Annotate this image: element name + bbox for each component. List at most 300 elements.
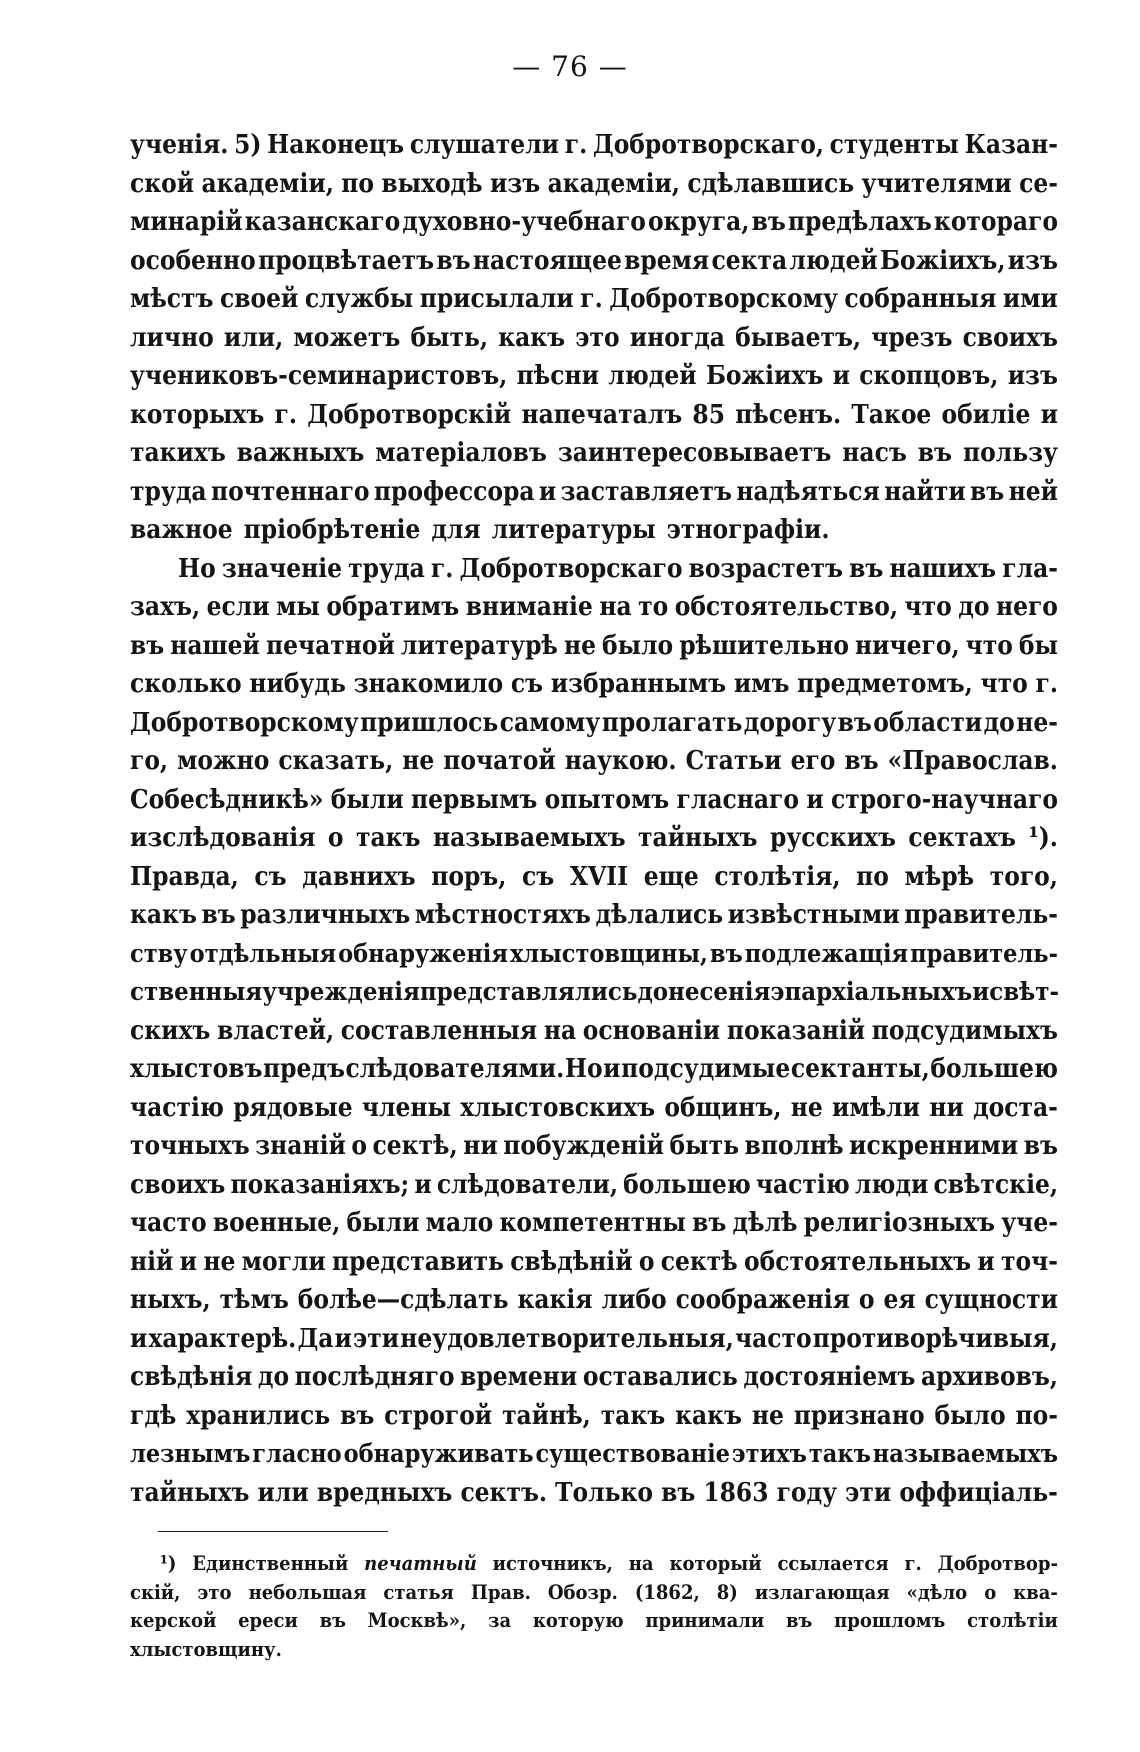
word: правитель- [904,900,1058,930]
word: труда [348,553,425,584]
word: казанскаго [244,207,401,237]
text-line [130,704,1058,743]
word: характерѣ. [148,1323,297,1354]
word: скопцовъ, [859,361,999,391]
word: были [330,784,404,815]
text-line [130,550,1058,589]
word: или [257,1477,309,1508]
word: Только [555,1477,654,1508]
word: тайныхъ [130,1477,250,1508]
word: не [751,1400,784,1431]
word: и [1040,399,1058,430]
word: 1863 [703,1477,769,1508]
word: мѣрѣ [904,861,975,892]
word: подлежащія [744,938,909,968]
word: до [958,592,990,622]
word: члены [361,1092,451,1123]
word: Такое [851,399,932,430]
footnote-line [130,1549,1058,1578]
word: и [538,476,557,507]
word: строгой [384,1400,493,1431]
word: Единственный [192,1551,349,1575]
word: религіозныхъ [803,1208,995,1238]
word: пролагать [601,707,743,738]
text-line [130,858,1058,897]
word: въ [917,438,952,468]
word: подсудимыхъ [871,1015,1058,1046]
word: не [203,1246,236,1277]
word: что [980,669,1028,699]
word: сектѣ, [372,1131,458,1161]
word: мѣстностяхъ [414,900,591,930]
word: изъ [1007,245,1058,276]
word: свѣдѣній [510,1246,633,1277]
word: это [575,322,620,353]
word: часто [734,1323,812,1354]
word: быть [669,1131,739,1161]
word: Да [297,1323,334,1354]
word: въ [751,207,786,237]
text-line [130,1089,1058,1128]
word: изслѣдованія [130,823,316,853]
text-line [130,165,1058,204]
word: сектѣ [660,1246,738,1277]
word: болѣе—сдѣлать [297,1285,509,1315]
word: и [603,1054,621,1084]
word: вредныхъ [316,1477,453,1508]
word: значеніе [221,553,342,584]
word: процвѣтаетъ [258,245,435,276]
word: минарій [130,207,243,237]
word: и [414,1169,432,1200]
word: что [904,592,952,622]
word: вниманіе [465,592,593,622]
word: людей [608,361,697,391]
word: ея [883,1285,916,1315]
word: отдѣльныя [189,938,337,968]
word: въ [692,1208,727,1238]
word: дѣлались [595,900,724,930]
footnote [130,1549,1058,1663]
word: военные, [212,1208,341,1238]
word: не [402,746,435,776]
word: пріобрѣтеніе [243,515,421,545]
text-line [130,1243,1058,1282]
word: обиліе [941,399,1031,430]
word: что [965,630,1013,661]
word: своихъ [130,1169,226,1200]
text-line [130,203,1058,242]
word: обстоятельныхъ [744,1246,972,1277]
word: въ [340,1400,375,1431]
word: дѣлѣ [732,1208,798,1238]
word: въ [970,476,1005,507]
word: тайныхъ [638,823,758,853]
word: или, [223,322,284,353]
word: студенты [829,130,959,160]
word: извѣстными [727,900,900,930]
word: ныхъ, [130,1285,211,1315]
word: которыхъ [130,399,265,430]
word: возрастетъ [688,553,843,584]
text-line [130,473,1058,512]
word: вполнѣ [744,1131,844,1161]
word: въ [130,630,165,661]
word: называемыхъ [432,823,626,853]
word: въ [844,746,879,776]
word: гласно [252,1439,342,1468]
word: не- [1016,707,1058,738]
word: хлыстовскихъ [460,1092,656,1123]
word: часто [130,1208,207,1238]
text-line [130,1435,1058,1474]
word: небольшая [248,1579,367,1604]
word: избраннымъ [550,669,727,699]
word: особенно [130,245,256,276]
word: сказать, [278,746,394,776]
word: лезнымъ [130,1439,251,1468]
text-line [130,357,1058,396]
word: найти [884,476,966,507]
word: эти [845,1477,892,1508]
word: слѣдователи, [436,1169,618,1200]
word: достояніемъ [743,1362,916,1392]
word: въ [709,938,743,968]
word: до [983,707,1015,738]
word: называемыхъ [872,1439,1058,1468]
word: какія [517,1285,593,1315]
word: свѣт- [989,977,1060,1007]
word: насъ [842,438,907,468]
word: имѣли [832,1092,921,1123]
word: сектъ. [460,1477,548,1508]
word: тѣмъ [219,1285,289,1315]
word: 8) [716,1579,738,1604]
word: такъ [808,1439,871,1468]
word: важныхъ [236,438,365,468]
word: были [346,1208,420,1238]
word: противорѣчивыя, [812,1323,1058,1354]
word: Москвѣ», [367,1608,467,1632]
word: своихъ [962,322,1058,353]
word: его [790,746,836,776]
word: початой [443,746,556,776]
word: съ [510,669,543,699]
word: бы [1018,630,1058,661]
text-line [130,1281,1058,1320]
text-line [130,319,1058,358]
word: неудовлетворительныя, [400,1323,734,1354]
text-line [130,1358,1058,1397]
word: быть, [410,322,489,353]
word: знакомило [353,669,504,699]
word: профессора [373,476,535,507]
word: пѣсни [516,361,599,391]
word: существованіе [535,1439,730,1468]
text-line [130,588,1058,627]
word: въ [201,900,236,930]
word: и [806,784,824,815]
word: Собесѣдникѣ» [130,784,324,815]
word: статья [383,1579,454,1604]
text-line [130,434,1058,473]
word: 5) [234,130,262,160]
word: до [257,1362,290,1392]
word: о [984,1579,997,1604]
word: по [856,861,889,892]
word: Добротворскаго, [592,130,824,160]
word: ни [463,1131,498,1161]
text-line [130,511,1058,550]
word: основаніи [582,1015,721,1046]
word: се- [1019,168,1058,199]
word: службы [304,284,414,314]
word: г. [1035,669,1058,699]
word: подсудимые [621,1054,791,1084]
word: выходѣ [381,168,483,199]
word: печатный [364,1551,477,1575]
word: своей [219,284,299,314]
word: эти [353,1323,400,1354]
word: академіи, [201,168,334,199]
word: времени [460,1362,578,1392]
word: хлыстовъ [130,1054,263,1084]
word: время [624,245,710,276]
word: сдѣлавшись [687,168,855,199]
text-line [130,126,1058,165]
word: иногда [629,322,725,353]
word: доста- [973,1092,1058,1123]
word: академіи, [547,168,680,199]
word: учителями [861,168,1012,199]
text-line [130,280,1058,319]
word: округа, [648,207,750,237]
text-line [130,627,1058,666]
word: Добротворскому [130,707,359,738]
word: съ [254,861,287,892]
word: показаній [726,1015,866,1046]
text-line [130,1012,1058,1051]
word: ничего, [855,630,960,661]
word: въ [661,1477,696,1508]
word: хлыстовщину. [130,1636,282,1661]
word: на [628,1551,654,1575]
word: ереси [238,1608,298,1632]
text-line [130,1474,1058,1513]
footnote-divider [158,1531,388,1532]
word: Статьи [685,746,782,776]
word: котораго [933,207,1058,237]
word: XVII [569,861,629,892]
word: гла- [1002,553,1058,584]
word: было [602,630,674,661]
word: свѣтскіе, [933,1169,1058,1200]
word: и [334,1323,352,1354]
word: какъ [130,900,197,930]
word: можно [177,746,270,776]
word: г. [580,284,603,314]
word: для [431,515,481,545]
word: 85 [692,399,725,430]
word: признано [793,1400,925,1431]
word: обстоятельство, [674,592,899,622]
word: Обозр. [547,1579,618,1604]
word: почтеннаго [210,476,370,507]
word: ссылается [777,1551,889,1575]
word: частію [755,1169,850,1200]
word: принимали [645,1608,765,1632]
word: обнаруженія [338,938,508,968]
main-text [130,126,1058,1512]
text-line [130,1397,1058,1436]
word: самому [499,707,601,738]
word: опытомъ [544,784,670,815]
word: столѣтіи [967,1608,1058,1632]
word: можетъ [293,322,401,353]
word: по- [1015,1400,1058,1431]
word: литературы [491,515,656,545]
text-line [130,742,1058,781]
footnote-line [130,1635,1058,1664]
word: имъ [733,669,790,699]
word: строго-научнаго [831,784,1058,815]
word: «Православ. [887,746,1058,776]
word: первымъ [411,784,538,815]
word: показаніяхъ; [230,1169,410,1200]
word: Но [178,553,216,584]
word: какъ [675,1400,742,1431]
word: Казан- [964,130,1058,160]
word: поръ, [431,861,507,892]
word: въ [1023,1131,1058,1161]
word: ней [1008,476,1058,507]
word: сущности [924,1285,1058,1315]
word: ученія. [130,130,229,160]
word: присылали [419,284,574,314]
word: надѣяться [736,476,880,507]
word: точ- [1001,1246,1058,1277]
word: обратимъ [326,592,460,622]
word: ¹). [1028,823,1058,853]
text-line [130,896,1058,935]
word: скихъ [130,1015,211,1046]
word: него [995,592,1058,622]
text-line [130,973,1058,1012]
word: источникъ, [492,1551,613,1575]
word: нашей [170,630,260,661]
word: изъ [489,168,541,199]
word: Прав. [470,1579,531,1604]
word: Добротворскому [609,284,838,314]
word: либо [601,1285,667,1315]
word: г. [904,1551,922,1575]
word: пришлось [360,707,499,738]
word: печатной [265,630,395,661]
word: матеріаловъ [375,438,547,468]
word: труда [130,476,207,507]
word: составленныя [340,1015,538,1046]
word: послѣдняго [294,1362,455,1392]
footnote-line [130,1606,1058,1635]
word: представлялись [419,977,638,1007]
text-line [130,396,1058,435]
word: за [487,1608,512,1632]
word: свѣдѣнія [130,1362,253,1392]
word: еще [643,861,699,892]
word: тайнѣ, [502,1400,591,1431]
word: ству [130,938,188,968]
word: людей [789,245,878,276]
word: наукою. [564,746,677,776]
word: не [563,630,596,661]
word: люди [854,1169,929,1200]
word: представить [332,1246,504,1277]
word: которую [532,1608,624,1632]
word: заинтересовываетъ [557,438,832,468]
word: сколько [130,669,242,699]
word: общинъ, [664,1092,782,1123]
word: давнихъ [302,861,416,892]
word: различныхъ [240,900,411,930]
word: большею [623,1169,751,1200]
word: знаній [255,1131,346,1161]
word: литературѣ [400,630,558,661]
word: и [130,1323,148,1354]
word: мѣстъ [130,284,214,314]
word: прошломъ [834,1608,946,1632]
word: году [776,1477,838,1508]
word: сектанты, [790,1054,930,1084]
word: г. [564,130,588,160]
word: правитель- [910,938,1058,968]
word: русскихъ [769,823,896,853]
word: оффиціаль- [899,1477,1058,1508]
word: архивовъ, [920,1362,1058,1392]
word: слушатели [409,130,560,160]
word: ни [929,1092,964,1123]
text-line [130,1127,1058,1166]
word: уче- [1001,1208,1058,1238]
word: если [206,592,270,622]
word: рядовые [233,1092,353,1123]
word: этихъ [731,1439,807,1468]
text-line [130,819,1058,858]
word: властей, [217,1015,335,1046]
word: ской [130,168,195,199]
word: изъ [1007,361,1058,391]
word: который [669,1551,762,1575]
word: того, [989,861,1058,892]
word: бываетъ, [735,322,862,353]
word: обнаруживать [343,1439,534,1468]
word: столѣтія, [714,861,841,892]
word: такъ [600,1400,666,1431]
word: ственныя [130,977,263,1007]
word: нашихъ [889,553,997,584]
word: въ [436,245,471,276]
word: ній [130,1246,174,1277]
word: мало [425,1208,494,1238]
word: учениковъ-семинаристовъ, [130,361,508,391]
word: ква- [1013,1579,1058,1604]
word: о [351,1131,367,1161]
word: Наконецъ [267,130,405,160]
word: и [179,1246,198,1277]
word: чрезъ [871,322,953,353]
word: го, [130,746,169,776]
word: было [934,1400,1006,1431]
word: ими [1002,284,1058,314]
